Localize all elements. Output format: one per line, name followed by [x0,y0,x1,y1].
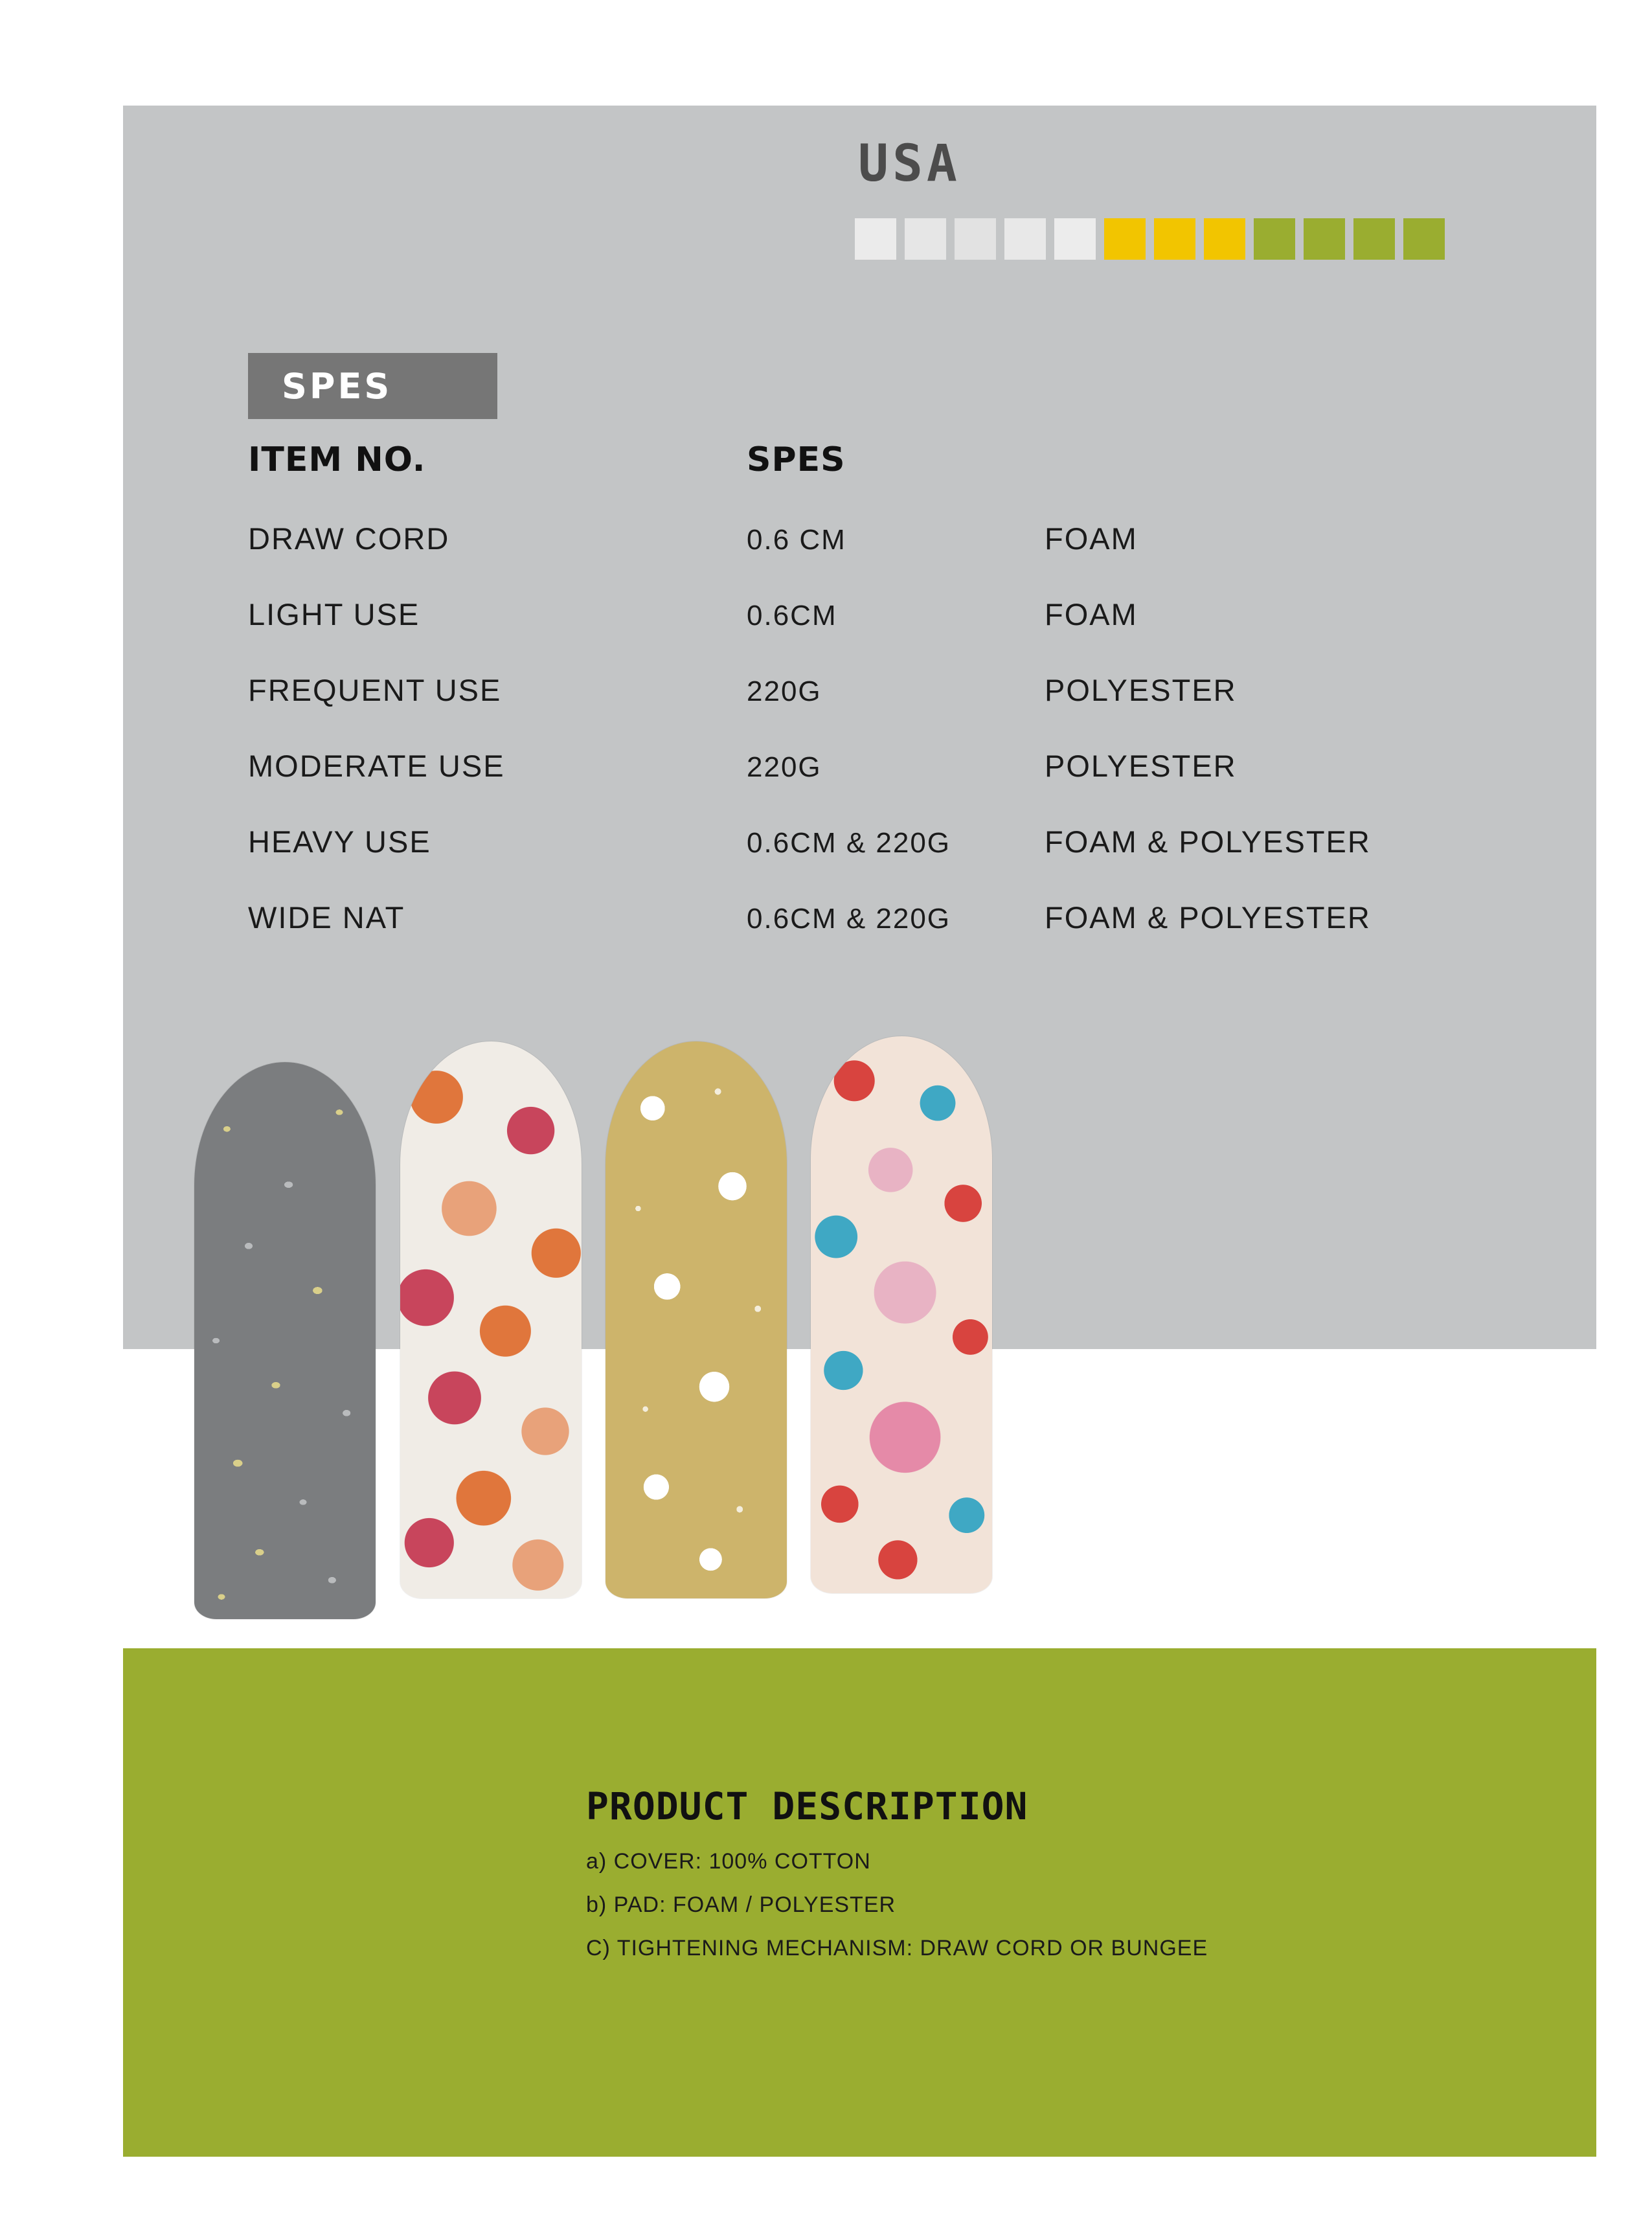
orange-red-floral-board-cover [400,1041,582,1598]
description-list [586,1849,1208,1979]
color-swatch [1104,218,1146,260]
color-swatch [905,218,946,260]
page-title: USA [858,135,961,193]
color-swatch [1353,218,1395,260]
spec-item: HEAVY USE [248,824,431,859]
product-image-group [181,1036,1088,1619]
list-item: b) PAD: FOAM / POLYESTER [586,1892,896,1917]
spec-item: FREQUENT USE [248,673,502,707]
grey-butterfly-board-cover [194,1062,376,1619]
table-row [248,596,1517,672]
description-title: PRODUCT DESCRIPTION [586,1784,1028,1828]
gold-poppy-board-cover [605,1041,787,1598]
spec-header-item-no: ITEM NO. [248,440,426,479]
spec-material: FOAM [1045,521,1138,556]
spec-material: POLYESTER [1045,749,1237,783]
spec-item: LIGHT USE [248,597,420,631]
spec-material: FOAM & POLYESTER [1045,900,1371,935]
table-row [248,824,1517,900]
spec-value: 0.6CM & 220G [747,903,951,935]
spec-value: 0.6 CM [747,524,846,556]
spes-tag [248,353,497,419]
table-row [248,748,1517,824]
color-swatch [955,218,996,260]
color-swatch [1254,218,1295,260]
color-swatch [1304,218,1345,260]
spec-item: MODERATE USE [248,749,505,783]
spec-material: FOAM [1045,597,1138,631]
color-swatch [855,218,896,260]
multicolor-mandala-board-cover [811,1036,992,1593]
color-swatch [1403,218,1445,260]
spec-item: DRAW CORD [248,521,450,556]
spec-header-spes: SPES [747,440,846,479]
spec-table [248,440,1517,975]
spes-tag-label: SPES [282,365,392,407]
color-swatch-row [855,218,1445,260]
table-row [248,672,1517,748]
color-swatch [1004,218,1046,260]
color-swatch [1154,218,1195,260]
table-row [248,521,1517,596]
list-item: a) COVER: 100% COTTON [586,1849,871,1874]
spec-value: 0.6CM [747,600,837,631]
list-item: C) TIGHTENING MECHANISM: DRAW CORD OR BUNGEE [586,1936,1208,1960]
spec-item: WIDE NAT [248,900,405,935]
spec-value: 220G [747,676,822,707]
spec-value: 220G [747,751,822,783]
color-swatch [1054,218,1096,260]
spec-material: FOAM & POLYESTER [1045,824,1371,859]
spec-table-header-row [248,440,1517,521]
spec-material: POLYESTER [1045,673,1237,707]
color-swatch [1204,218,1245,260]
spec-value: 0.6CM & 220G [747,827,951,859]
table-row [248,900,1517,975]
